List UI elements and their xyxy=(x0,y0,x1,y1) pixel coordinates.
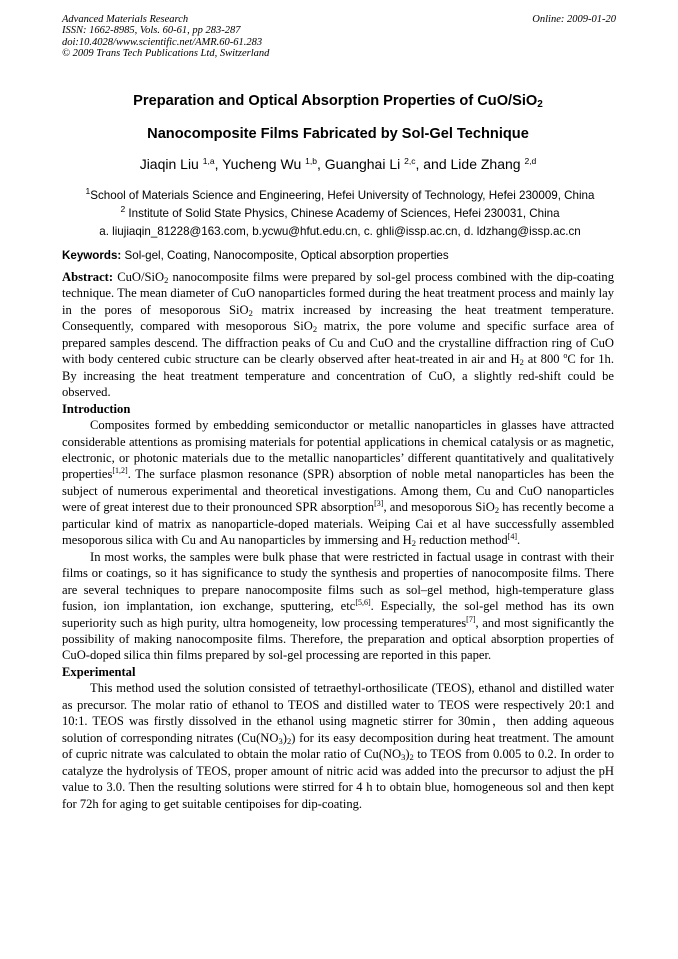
author-name: Yucheng Wu xyxy=(222,156,302,172)
author-emails: a. liujiaqin_81228@163.com, b.ycwu@hfut.edu.cn, c. ghli@issp.ac.cn, d. ldzhang@issp.ac.cn xyxy=(99,225,581,238)
copyright-line: © 2009 Trans Tech Publications Ltd, Switzerland xyxy=(62,48,270,60)
author-name: Jiaqin Liu xyxy=(139,156,199,172)
online-date: Online: 2009-01-20 xyxy=(532,14,616,25)
paper-body xyxy=(62,269,614,812)
affiliation-1: $^1$School of Materials Science and Engineering, Hefei University of Technology, Hefei 230009, China xyxy=(85,186,595,202)
introduction-paragraph-2: In most works, the samples were bulk phase that were restricted in factual usage in contrast with their films or coatings, so it has significance to study the synthesis and properties of nanocomposite films. There are several techniques to prepare nanocomposite films such as sol–gel method, high-temperature glass fusion, ion implantation, ion exchange, sputtering, etc[5,6]. Especially, the sol-gel method has its own superiority such as high purity, ultra homogeneity, low processing temperatures[7], and most significantly the possibility of making nanocomposite films. Therefore, the preparation and optical absorption properties of CuO-doped silica thin films prepared by sol-gel processing are reported in this paper. xyxy=(62,549,614,663)
doi-line: doi:10.4028/www.scientific.net/AMR.60-61.283 xyxy=(62,36,263,48)
author-name: Lide Zhang xyxy=(450,156,521,172)
keywords: Keywords: Sol-gel, Coating, Nanocomposite, Optical absorption properties xyxy=(62,249,449,262)
abstract-paragraph: Abstract: CuO/SiO$_2$ nanocomposite films were prepared by sol-gel process combined with the dip-coating technique. The mean diameter of CuO nanoparticles formed during the heat treatment process and mainly lay in the pores of mesoporous SiO$_2$ matrix increased by increasing the heat treatment temperature. Consequently, compared with mesoporous SiO$_2$ matrix, the pore volume and specific surface area of prepared samples descend. The diffraction peaks of Cu and CuO and the crystalline diffraction ring of CuO with body centered cubic structure can be clearly observed after heat-treated in air and $H_2$ at 800 $^o$C for 1h. By increasing the heat treatment temperature and concentration of CuO, a slightly red-shift could be observed. xyxy=(62,270,615,400)
paper-title-line1: Preparation and Optical Absorption Properties of CuO/SiO$_2$ xyxy=(133,93,543,110)
affiliation-2: $^2$ Institute of Solid State Physics, Chinese Academy of Sciences, Hefei 230031, China xyxy=(120,204,560,220)
issn-line: ISSN: 1662-8985, Vols. 60-61, pp 283-287 xyxy=(62,25,241,37)
journal-name: Advanced Materials Research xyxy=(62,14,189,25)
journal-header xyxy=(62,14,618,60)
experimental-paragraph-1: This method used the solution consisted of tetraethyl-orthosilicate (TEOS), ethanol and distilled water as precursor. The molar ratio of ethanol to TEOS and distilled water to TEOS were respectively 20:1 and 10:1. TEOS was firstly dissolved in the ethanol using magnetic stirrer for 30min，then adding aqueous solution of corresponding nitrates $(Cu(NO_3)_2)$ for its easy decomposition during heat treatment. The amount of cupric nitrate was calculated to obtain the molar ratio of $Cu(NO_3)_2$ to TEOS from 0.005 to 0.2. In order to catalyze the hydrolysis of TEOS, proper amount of nitric acid was added into the precursor to adjust the pH value to 3.0. Then the resulting solutions were stirred for 4 h to obtain blue, homogeneous sol and then kept for 72h for aging to get suitable centipoises for dip-coating. xyxy=(62,681,615,811)
author-name: Guanghai Li xyxy=(324,156,401,172)
introduction-paragraph-1: Composites formed by embedding semiconductor or metallic nanoparticles in glasses have attracted considerable attentions as promising materials for potential applications in chemical catalysis or as magnetic, electronic, or photonic materials due to the metallic nanoparticles’ different quantitatively and qualitatively properties[1,2]. The surface plasmon resonance (SPR) absorption of noble metal nanoparticles has been the subject of numerous experimental and theoretical investigations. Among them, Cu and CuO nanoparticles were of great interest due to their pronounced SPR absorption[3], and mesoporous SiO$_2$ has recently become a particular kind of matrix as nanoparticle-doped materials. Weiping Cai et al have successfully assembled mesoporous silica with Cu and Au nanoparticles by immersing and $H_2$ reduction method[4]. xyxy=(62,418,614,549)
introduction-heading: Introduction xyxy=(62,401,131,416)
paper-title-line2: Nanocomposite Films Fabricated by Sol-Gel Technique xyxy=(147,126,529,142)
author-list: Jiaqin Liu $^{1,a}$, Yucheng Wu $^{1,b}$, Guanghai Li $^{2,c}$, and Lide Zhang $^{2,d}$ xyxy=(139,156,537,172)
experimental-heading: Experimental xyxy=(62,664,136,679)
